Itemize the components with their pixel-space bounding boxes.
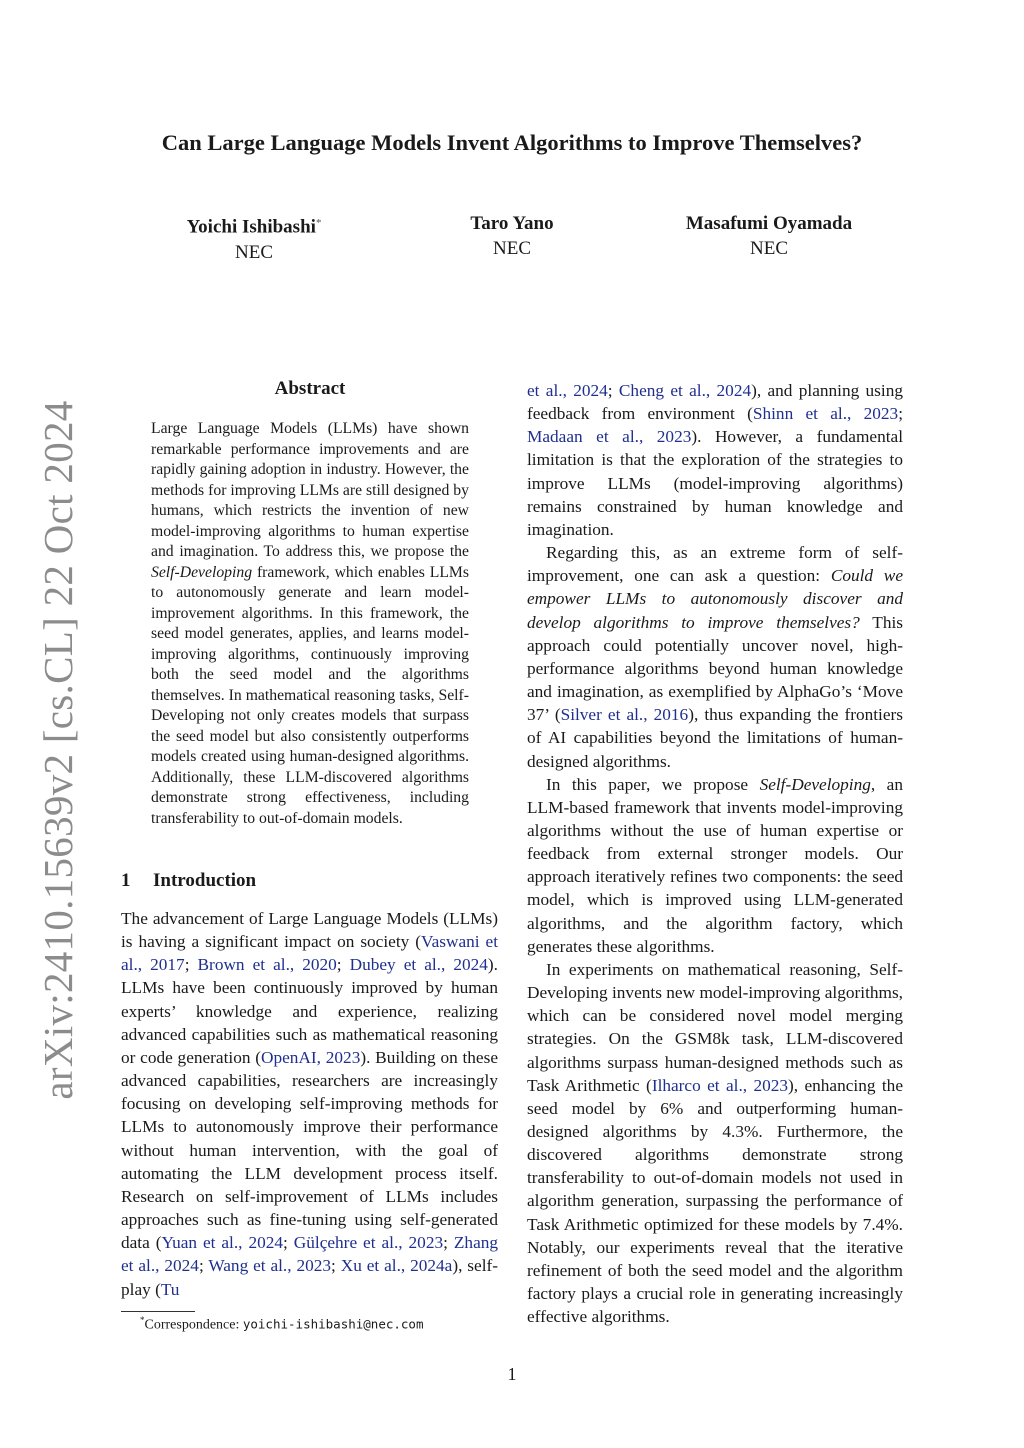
abstract-body: Large Language Models (LLMs) have shown remarkable performance improvements and are rapidly gaining adoption in industry. However, the methods for improving LLMs are still designed by humans, which restricts the invention of new model-improving algorithms to human expertise and imagination. To address this, we propose the Self-Developing framework, which enables LLMs to autonomously generate and learn model-improvement algorithms. In this framework, the seed model generates, applies, and learns model-improving algorithms, continuously improving both the seed model and the algorithms themselves. In mathematical reasoning tasks, Self-Developing not only creates models that surpass the seed model but also consistently outperforms models created using human-designed algorithms. Additionally, these LLM-discovered algorithms demonstrate strong effectiveness, including transferability to out-of-domain models. xyxy=(151,420,469,827)
abstract-italic: Self-Developing xyxy=(151,563,253,581)
citation-link[interactable]: Silver et al., 2016 xyxy=(560,705,689,725)
intro-right-column xyxy=(527,379,903,1328)
section-title: Introduction xyxy=(153,870,257,891)
author-name: Masafumi Oyamada xyxy=(685,213,853,234)
page-number: 1 xyxy=(507,1364,517,1384)
author-affiliation: NEC xyxy=(235,242,273,264)
intro-paragraph: et al., 2024; Cheng et al., 2024), and planning using feedback from environment (Shinn et al., 2023; Madaan et al., 2023). However, a fundamental limitation is that the exploration of the strategies to improve LLMs (model-improving algorithms) remains constrained by human knowledge and imagination. xyxy=(527,381,903,539)
section-number: 1 xyxy=(121,870,131,891)
citation-link[interactable]: Shinn et al., 2023 xyxy=(752,404,899,424)
intro-paragraph: In experiments on mathematical reasoning, Self-Developing invents new model-improving algorithms, which can be considered novel model merging strategies. On the GSM8k task, LLM-discovered algorithms surpass human-designed methods such as Task Arithmetic (Ilharco et al., 2023), enhancing the seed model by 6% and outperforming human-designed algorithms by 4.3%. Furthermore, the discovered algorithms demonstrate strong transferability to out-of-domain models not used in algorithm generation, surpassing the performance of Task Arithmetic optimized for these models by 7.4%. Notably, our experiments reveal that the iterative refinement of both the seed model and the algorithm factory plays a crucial role in generating increasingly effective algorithms. xyxy=(527,959,903,1327)
author-name: Yoichi Ishibashi xyxy=(186,216,316,238)
citation-link[interactable]: Gülçehre et al., 2023 xyxy=(293,1233,444,1253)
footnote-mark: * xyxy=(140,1315,145,1325)
citation-link[interactable]: Cheng et al., 2024 xyxy=(618,381,752,400)
citation-link[interactable]: OpenAI, 2023 xyxy=(261,1047,361,1067)
citation-link[interactable]: et al., 2024 xyxy=(527,381,608,400)
correspondence-email[interactable]: yoichi-ishibashi@nec.com xyxy=(242,1316,424,1332)
citation-link[interactable]: Vaswani et al., 2017 xyxy=(121,932,498,975)
citation-link[interactable]: Brown et al., 2020 xyxy=(197,955,337,975)
citation-link[interactable]: Madaan et al., 2023 xyxy=(527,427,692,447)
abstract-heading: Abstract xyxy=(274,378,346,399)
paper-title: Can Large Language Models Invent Algorithms to Improve Themselves? xyxy=(161,130,863,155)
citation-link[interactable]: Zhang et al., 2024 xyxy=(121,1233,499,1276)
author-affiliation: NEC xyxy=(493,238,531,259)
author-affiliation: NEC xyxy=(750,238,788,259)
citation-link[interactable]: Xu et al., 2024a xyxy=(340,1256,453,1276)
framework-name: Self-Developing xyxy=(759,774,871,794)
author-name: Taro Yano xyxy=(470,213,554,234)
author-3 xyxy=(629,211,909,261)
citation-link[interactable]: Tu xyxy=(160,1279,180,1299)
section-heading xyxy=(121,870,256,892)
intro-left-column xyxy=(121,907,498,1301)
footnote-mark: * xyxy=(315,217,322,229)
intro-paragraph: The advancement of Large Language Models (LLMs) is having a significant impact on society (Vaswani et al., 2017; Brown et al., 2020; Dubey et al., 2024). LLMs have been continuously improved by human experts’ knowledge and experience, realizing advanced capabilities such as mathematical reasoning or code generation (OpenAI, 2023). Building on these advanced capabilities, researchers are increasingly focusing on developing self-improving methods for LLMs to autonomously improve their performance without human intervention, with the goal of automating the LLM development process itself. Research on self-improvement of LLMs includes approaches such as fine-tuning using self-generated data (Yuan et al., 2024; Gülçehre et al., 2023; Zhang et al., 2024; Wang et al., 2023; Xu et al., 2024a), self-play (Tu xyxy=(121,909,499,1299)
footnote: *Correspondence: yoichi-ishibashi@nec.com xyxy=(140,1315,424,1333)
intro-paragraph: Regarding this, as an extreme form of self-improvement, one can ask a question: Could we empower LLMs to autonomously discover and develop algorithms to improve themselves? This approach could potentially uncover novel, high-performance algorithms beyond human knowledge and imagination, as exemplified by AlphaGo’s ‘Move 37’ (Silver et al., 2016), thus expanding the frontiers of AI capabilities beyond the limitations of human-designed algorithms. xyxy=(527,543,903,771)
citation-link[interactable]: Wang et al., 2023 xyxy=(208,1256,332,1276)
citation-link[interactable]: Yuan et al., 2024 xyxy=(161,1233,284,1253)
research-question: Could we empower LLMs to autonomously discover and develop algorithms to improve themselves? xyxy=(527,566,903,632)
arxiv-identifier: arXiv:2410.15639v2 [cs.CL] 22 Oct 2024 xyxy=(35,400,81,1100)
author-2 xyxy=(372,211,652,261)
footnote-divider xyxy=(121,1311,195,1312)
citation-link[interactable]: Dubey et al., 2024 xyxy=(349,955,488,975)
author-1 xyxy=(114,211,394,265)
citation-link[interactable]: Ilharco et al., 2023 xyxy=(651,1075,789,1095)
intro-paragraph: In this paper, we propose Self-Developing, an LLM-based framework that invents model-improving algorithms without the use of human expertise or feedback from external stronger models. Our approach iteratively refines two components: the seed model, which is improved using LLM-generated algorithms, and the algorithm factory, which generates these algorithms. xyxy=(527,774,903,956)
